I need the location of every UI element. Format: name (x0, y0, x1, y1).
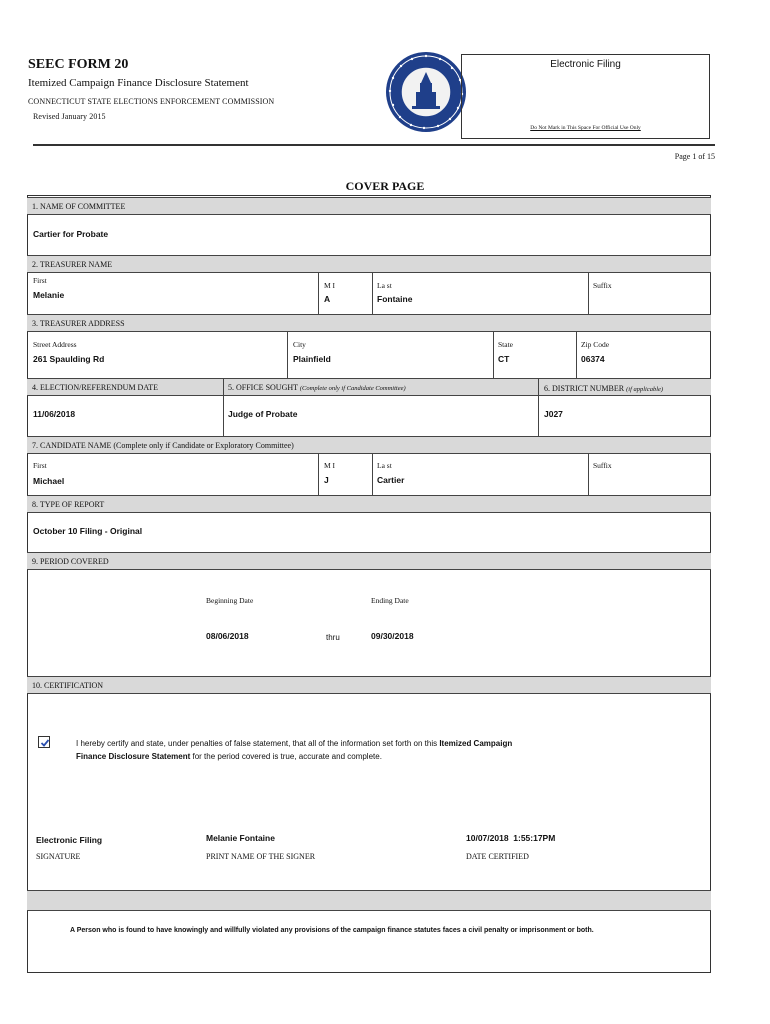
thru-label: thru (326, 633, 340, 642)
street-label: Street Address (33, 340, 77, 349)
revised-date: Revised January 2015 (33, 112, 106, 121)
checkmark-icon (40, 738, 50, 748)
candidate-mi-value: J (324, 475, 329, 485)
treasurer-last-value: Fontaine (377, 294, 413, 304)
candidate-mi-label: M I (324, 461, 336, 470)
section-report-type (27, 495, 711, 513)
section-label: 7. CANDIDATE NAME (Complete only if Candidate or Exploratory Committee) (32, 441, 294, 450)
street-value: 261 Spaulding Rd (33, 354, 105, 364)
section-candidate-name (27, 436, 711, 454)
city-value: Plainfield (293, 354, 331, 364)
zip-label: Zip Code (581, 340, 610, 349)
section-treasurer-address (27, 314, 711, 332)
section-label: 1. NAME OF COMMITTEE (32, 202, 126, 211)
treasurer-mi-value: A (324, 294, 331, 304)
treasurer-last-label: La st (377, 281, 392, 290)
election-date-label: 4. ELECTION/REFERENDUM DATE (32, 383, 158, 392)
city-label: City (293, 340, 306, 349)
treasurer-suffix-label: Suffix (593, 281, 612, 290)
section-treasurer-name (27, 255, 711, 273)
official-use-box (461, 54, 710, 139)
date-certified-value: 10/07/2018 1:55:17PM (466, 833, 556, 843)
cert-text-2: for the period covered is true, accurate and complete. (190, 752, 382, 761)
state-label: State (498, 340, 513, 349)
certification-statement (76, 737, 526, 763)
signer-name-value: Melanie Fontaine (206, 833, 275, 843)
section-period-covered (27, 552, 711, 570)
signature-value: Electronic Filing (36, 835, 103, 845)
field-divider (588, 273, 589, 314)
field-divider (493, 332, 494, 378)
filing-box-title: Electronic Filing (550, 59, 621, 70)
section-label: 8. TYPE OF REPORT (32, 500, 105, 509)
field-divider (372, 273, 373, 314)
treasurer-mi-label: M I (324, 281, 336, 290)
section-certification (27, 676, 711, 694)
section-committee-name (27, 197, 711, 215)
district-label: 6. DISTRICT NUMBER (544, 384, 625, 393)
cert-text-bold: Itemized Campaign Finance Disclosure Statement (76, 739, 513, 761)
candidate-last-value: Cartier (377, 475, 405, 485)
section-label: 10. CERTIFICATION (32, 681, 104, 690)
candidate-suffix-label: Suffix (593, 461, 612, 470)
cover-page-title: COVER PAGE (345, 179, 425, 193)
form-title: SEEC FORM 20 (28, 57, 129, 72)
treasurer-first-value: Melanie (33, 290, 65, 300)
field-divider (576, 332, 577, 378)
header-divider (33, 144, 715, 146)
certification-checkbox[interactable] (38, 736, 50, 748)
office-label: 5. OFFICE SOUGHT (228, 383, 298, 392)
end-date-label: Ending Date (371, 596, 409, 605)
form-frame (27, 195, 711, 973)
section-label: 3. TREASURER ADDRESS (32, 319, 125, 328)
penalty-notice: A Person who is found to have knowingly and willfully violated any provisions of the campaign finance statutes faces a civil penalty or imprisonment or both. (70, 927, 594, 934)
office-label-wrap (228, 383, 406, 392)
form-subtitle: Itemized Campaign Finance Disclosure Statement (28, 77, 249, 89)
footer-bar (27, 890, 711, 911)
state-value: CT (498, 354, 510, 364)
field-divider (588, 454, 589, 495)
filing-box-note: Do Not Mark in This Space For Official Use Only (530, 125, 641, 131)
election-date-value: 11/06/2018 (33, 409, 76, 419)
district-number-value: J027 (544, 409, 563, 419)
candidate-last-label: La st (377, 461, 392, 470)
committee-name-value: Cartier for Probate (33, 229, 109, 239)
field-divider (318, 273, 319, 314)
treasurer-first-label: First (33, 276, 47, 285)
section-label: 2. TREASURER NAME (32, 260, 113, 269)
office-sought-value: Judge of Probate (228, 409, 298, 419)
state-seal-icon (384, 50, 468, 134)
field-divider (318, 454, 319, 495)
signature-label: SIGNATURE (36, 852, 81, 861)
district-label-wrap (544, 384, 663, 393)
field-divider (372, 454, 373, 495)
agency-name: CONNECTICUT STATE ELECTIONS ENFORCEMENT COMMISSION (28, 97, 275, 106)
candidate-first-label: First (33, 461, 47, 470)
field-divider (287, 332, 288, 378)
page-indicator: Page 1 of 15 (674, 152, 715, 161)
begin-date-label: Beginning Date (206, 596, 254, 605)
begin-date-value: 08/06/2018 (206, 631, 249, 641)
candidate-first-value: Michael (33, 476, 65, 486)
office-note: (Complete only if Candidate Committee) (299, 385, 406, 392)
report-type-value: October 10 Filing - Original (33, 526, 143, 536)
signer-name-label: PRINT NAME OF THE SIGNER (206, 852, 316, 861)
district-note: (if applicable) (626, 386, 664, 393)
end-date-value: 09/30/2018 (371, 631, 414, 641)
section-label: 9. PERIOD COVERED (32, 557, 109, 566)
cert-text-1: I hereby certify and state, under penalties of false statement, that all of the information set forth on this (76, 739, 438, 748)
date-certified-label: DATE CERTIFIED (466, 852, 529, 861)
zip-value: 06374 (581, 354, 605, 364)
